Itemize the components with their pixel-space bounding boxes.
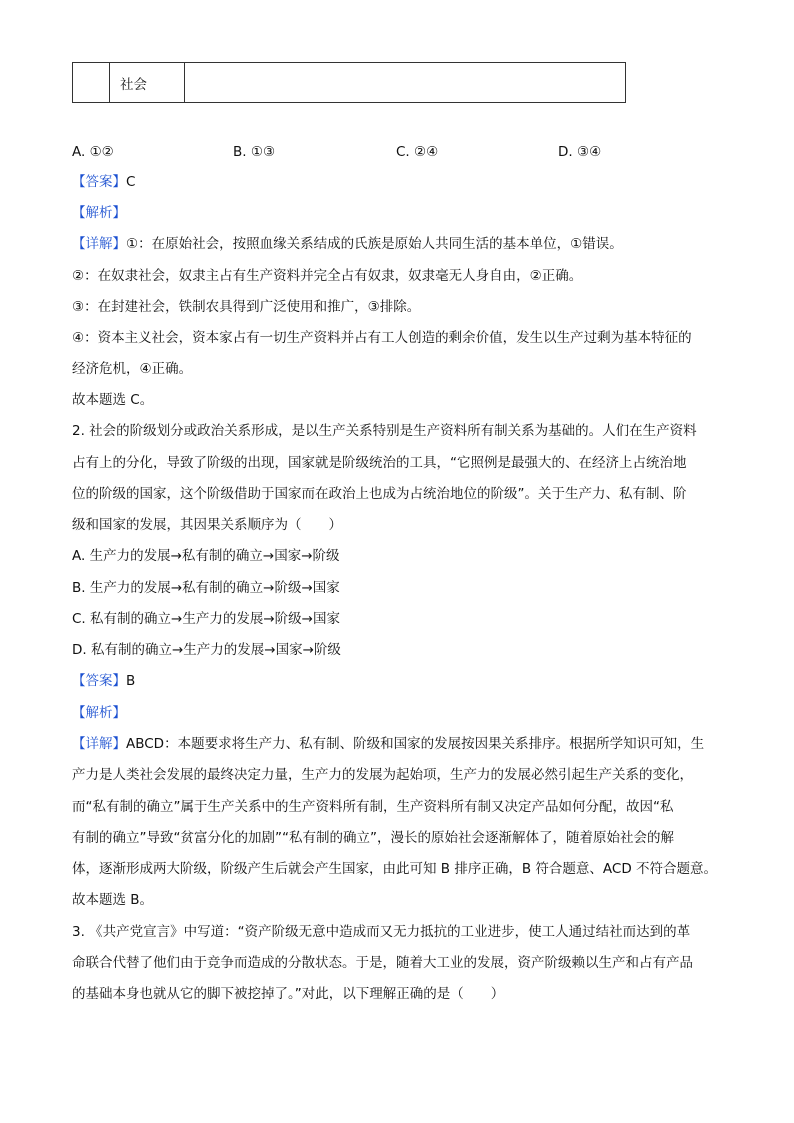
answer-value: C [126,174,136,190]
table-cell-empty [73,63,110,103]
q2-analysis-tag [72,703,126,723]
q1-option-a: A. ①② [72,144,114,160]
q1-conclusion: 故本题选 C。 [72,392,154,408]
detail-tag: 【详解】 [72,736,126,752]
q2-option-a: A. 生产力的发展→私有制的确立→国家→阶级 [72,548,340,564]
analysis-tag: 【解析】 [72,205,126,221]
q2-option-c: C. 私有制的确立→生产力的发展→阶级→国家 [72,611,340,627]
q2-detail-line: 体，逐渐形成两大阶级，阶级产生后就会产生国家，由此可知 B 排序正确，B 符合题意、ACD 不符合题意。 [72,861,718,877]
q2-answer [72,671,135,691]
answer-tag: 【答案】 [72,673,126,689]
q2-detail-line: 产力是人类社会发展的最终决定力量，生产力的发展为起始项，生产力的发展必然引起生产关系的变化， [72,767,693,783]
q1-option-b: B. ①③ [233,144,276,160]
q2-option-d: D. 私有制的确立→生产力的发展→国家→阶级 [72,642,341,658]
detail-text: ABCD：本题要求将生产力、私有制、阶级和国家的发展按因果关系排序。根据所学知识可知，生 [126,736,705,752]
detail-tag: 【详解】 [72,236,126,252]
detail-text: ①：在原始社会，按照血缘关系结成的氏族是原始人共同生活的基本单位，①错误。 [126,236,623,252]
q2-detail-line: 有制的确立”导致“贫富分化的加剧”“私有制的确立”，漫长的原始社会逐渐解体了，随着原始社会的解 [72,830,674,846]
q2-stem-line: 2. 社会的阶级划分或政治关系形成，是以生产关系特别是生产资料所有制关系为基础的。人们在生产资料 [72,423,697,439]
table-cell-label: 社会 [110,63,185,103]
q1-detail-line: 经济危机，④正确。 [72,361,193,377]
q1-analysis-tag [72,203,126,223]
q2-stem-line: 位的阶级的国家，这个阶级借助于国家而在政治上也成为占统治地位的阶级”。关于生产力、私有制、阶 [72,486,687,502]
q3-stem-line: 的基础本身也就从它的脚下被挖掉了。”对此，以下理解正确的是（ ） [72,986,505,1002]
q1-detail-line [72,234,623,254]
q2-option-b: B. 生产力的发展→私有制的确立→阶级→国家 [72,580,340,596]
q1-answer [72,172,135,192]
q1-detail-line: ②：在奴隶社会，奴隶主占有生产资料并完全占有奴隶，奴隶毫无人身自由，②正确。 [72,268,583,284]
q3-stem-line: 3. 《共产党宣言》中写道：“资产阶级无意中造成而又无力抵抗的工业进步，使工人通过结社而达到的革 [72,924,691,940]
q2-detail-line: 而“私有制的确立”属于生产关系中的生产资料所有制，生产资料所有制又决定产品如何分配，故因“私 [72,799,674,815]
q1-detail-line: ④：资本主义社会，资本家占有一切生产资料并占有工人创造的剩余价值，发生以生产过剩为基本特征的 [72,330,692,346]
answer-tag: 【答案】 [72,174,126,190]
q3-stem-line: 命联合代替了他们由于竞争而造成的分散状态。于是，随着大工业的发展，资产阶级赖以生产和占有产品 [72,955,693,971]
q2-stem-line: 占有上的分化，导致了阶级的出现，国家就是阶级统治的工具，“它照例是最强大的、在经济上占统治地 [72,455,687,471]
q2-conclusion: 故本题选 B。 [72,892,154,908]
table-row [73,63,626,103]
q1-detail-line: ③：在封建社会，铁制农具得到广泛使用和推广，③排除。 [72,299,421,315]
table-cell-content [185,63,626,103]
q1-option-d: D. ③④ [558,144,602,160]
q2-stem-line: 级和国家的发展，其因果关系顺序为（ ） [72,517,342,533]
analysis-tag: 【解析】 [72,705,126,721]
table-fragment [72,62,626,103]
answer-value: B [126,673,136,689]
q2-detail-line [72,734,704,754]
q1-option-c: C. ②④ [396,144,439,160]
